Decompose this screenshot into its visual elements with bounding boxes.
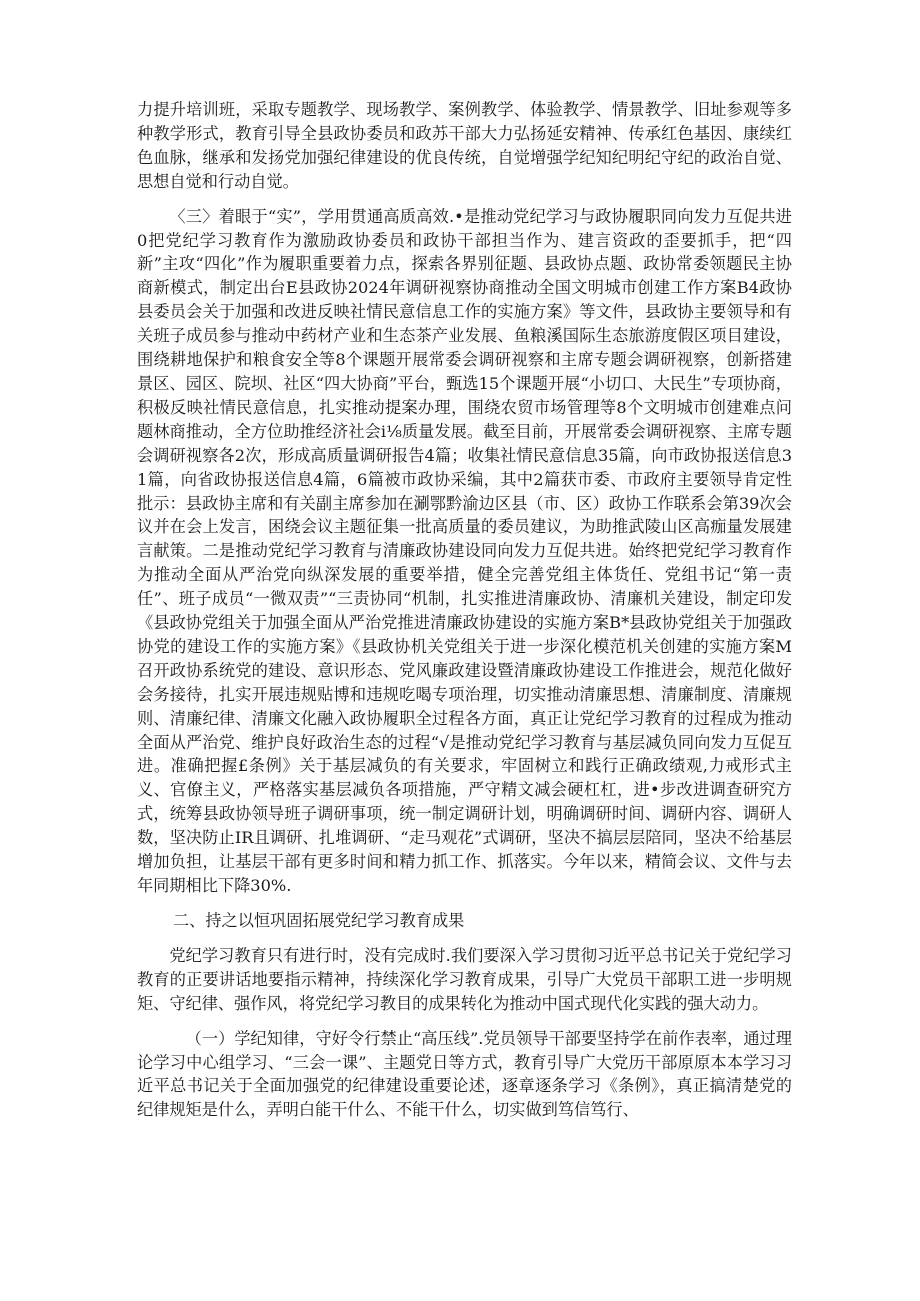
section-heading-two: 二、持之以恒巩固拓展党纪学习教育成果 xyxy=(173,910,465,930)
paragraph-intro: 党纪学习教育只有进行时，没有完成时.我们要深入学习贯彻习近平总书记关于党纪学习教育的正要讲话地要指示精神，持续深化学习教育成果，引导广大党员干部职工进一步明规矩、守纪律、强作风，将党纪学习教目的成果转化为推动中国式现代化实践的强大动力。 xyxy=(137,945,792,1013)
paragraph-subsection-one: （一）学纪知律，守好令行禁止“高压线”.党员领导干部要坚持学在前作表率，通过理论学习中心组学习、“三会一课”、主题党日等方式，教育引导广大党历干部原原本本学习习近平总书记关于全面加强党的纪律建设重要论述，逐章逐条学习《条例》，真正搞清楚党的纪律规矩是什么，弄明白能干什么、不能干什么，切实做到笃信笃行、 xyxy=(137,1028,792,1120)
document-page xyxy=(137,98,792,1122)
paragraph-gap xyxy=(137,898,792,909)
paragraph-gap xyxy=(137,1016,792,1027)
paragraph-training: 力提升培训班，采取专题教学、现场教学、案例教学、体验教学、情景教学、旧址参观等多种教学形式，教育引导全县政协委员和政苏干部大力弘扬延安精神、传承红色基因、康续红色血脉，继承和发扬党加强纪律建设的优良传统，自觉增强学纪知纪明纪守纪的政治自觉、思想自觉和行动自觉。 xyxy=(137,100,792,191)
paragraph-gap xyxy=(137,933,792,944)
paragraph-section-three: 〈三〉着眼于“实”，学用贯通高质高效.•是推动党纪学习与政协履职同向发力互促共进0把党纪学习教育作为激励政协委员和政协干部担当作为、建言资政的歪要抓手，把“四新”主攻“四化”作为履职重要着力点，探索各界别征题、县政协点题、政协常委领题民主协商新模式，制定出台E县政协2024年调研视察协商推动全国文明城市创建工作方案B4政协县委员会关于加强和改进反映社情民意信息工作的实施方案》等文件，县政协主要领导和有关班子成员参与推动中药材产业和生态茶产业发展、鱼粮溪国际生态旅游度假区项目建设，围绕耕地保护和粮食安全等8个课题开展常委会调研视察和主席专题会调研视察，创新搭建景区、园区、院坝、社区“四大协商”平台，甄选15个课题开展“小切口、大民生”专项协商，积极反映社情民意信息，扎实推动提案办理，围绕农贸市场管理等8个文明城市创建难点问题林商推动，全方位助推经济社会i⅛质量发展。截至目前，开展常委会调研视察、主席专题会调研视察各2次，形成高质量调研报告4篇；收集社情民意信息35篇，向市政协报送信息31篇，向省政协报送信息4篇，6篇被市政协采编，其中2篇获市委、市政府主要领导肯定性批示：县政协主席和有关副主席参加在涮鄂黔渝边区县（市、区）政协工作联系会第39次会议并在会上发言，困绕会议主题征集一批高质量的委员建议，为助推武陵山区高痂量发展建言献策。二是推动党纪学习教育与清廉政协建设同向发力互促共进。始终把党纪学习教育作为推动全面从严治党向纵深发展的重要举措，健全完善党组主体货任、党组书记“第一责任”、班子成员“一微双责”“三责协同“机制，扎实推进清廉政协、清廉机关建设，制定印发《县政协党组关于加强全面从严治党推进清廉政协建设的实施方案B*县政协党组关于加强政协党的建设工作的实施方案》《县政协机关党组关于进一步深化模范机关创建的实施方案M召开政协系统党的建设、意识形态、党风廉政建设暨清廉政协建设工作推进会，规范化做好会务接待，扎实开展违规贴博和违规吃喝专项治理，切实推动清廉思想、清廉制度、清廉规则、清廉纪律、清廉文化融入政协履职全过程各方面，真正让党纪学习教育的过程成为推动全面从严治党、维护良好政治生态的过程“√是推动党纪学习教育与基层减负同向发力互促互进。准确把握£条例》关于基层减负的有关要求，牢固树立和践行正确政绩观,力戒形式主义、官僚主义，严格落实基层减负各项措施，严守精文减会硬杠杠，进•步改进调查研究方式，统筹县政协领导班子调研事项，统一制定调研计划，明确调研时间、调研内容、调研人数，坚决防止IR且调研、扎堆调研、“走马观花”式调研，坚决不搞层层陪同，坚决不给基层增加负担，让基层干部有更多时间和精力抓工作、抓落实。今年以来，精简会议、文件与去年同期相比下降30%. xyxy=(137,206,792,895)
paragraph-gap xyxy=(137,194,792,205)
